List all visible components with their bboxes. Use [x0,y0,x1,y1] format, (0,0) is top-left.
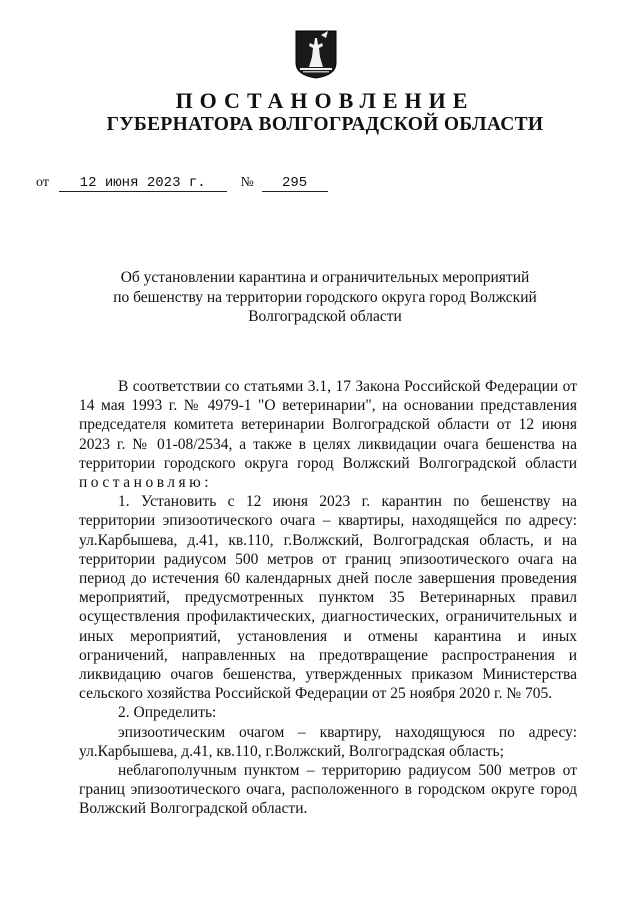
document-number: 295 [262,175,328,192]
subject-line: Об установлении карантина и ограничительных мероприятий [120,269,530,286]
decree-word: постановляю: [79,474,213,492]
document-type-title: ПОСТАНОВЛЕНИЕ [175,88,475,113]
item-2b-paragraph: неблагополучным пунктом – территорию радиусом 500 метров от границ эпизоотического очага, расположенного в городском округе город Волжский Волгоградской области. [79,762,577,818]
item-2-paragraph: 2. Определить: [118,704,217,722]
subject-line: Волгоградской области [248,308,402,325]
document-date: 12 июня 2023 г. [59,175,227,192]
subject-line: по бешенству на территории городского округа город Волжский [113,288,537,306]
item-2a-paragraph: эпизоотическим очагом – квартиру, находящуюся по адресу: ул.Карбышева, д.41, кв.110, г.Волжский, Волгоградская область; [79,723,577,760]
document-subject [90,268,560,327]
coat-of-arms-icon [294,29,338,79]
document-body [79,377,577,819]
document-meta [36,174,328,192]
number-prefix-label: № [240,175,254,190]
preamble-text: В соответствии со статьями 3.1, 17 Закона Российской Федерации от 14 мая 1993 г. № 4979-1 "О ветеринарии", на основании представления председателя комитета ветеринарии Волгоградской области от 12 июня 2023 г. № 01-08/2534, а также в целях ликвидации очага бешенства на территории городского округа город Волжский Волгоградской области [79,378,577,472]
preamble-paragraph [79,377,577,492]
issuer-title: ГУБЕРНАТОРА ВОЛГОГРАДСКОЙ ОБЛАСТИ [106,114,544,135]
date-prefix-label: от [36,175,49,190]
item-1-paragraph: 1. Установить с 12 июня 2023 г. карантин по бешенству на территории эпизоотического очага – квартиры, находящейся по адресу: ул.Карбышева, д.41, кв.110, г.Волжский, Волгоградская область, и на территории радиусом 500 метров от границ эпизоотического очага на период до истечения 60 календарных дней после завершения проведения мероприятий, предусмотренных пунктом 35 Ветеринарных правил осуществления профилактических, диагностических, ограничительных и иных мероприятий, установления и отмены карантина и иных ограничений, направленных на предотвращение распространения и ликвидацию очагов бешенства, утвержденных приказом Министерства сельского хозяйства Российской Федерации от 25 ноября 2020 г. № 705. [79,493,577,703]
